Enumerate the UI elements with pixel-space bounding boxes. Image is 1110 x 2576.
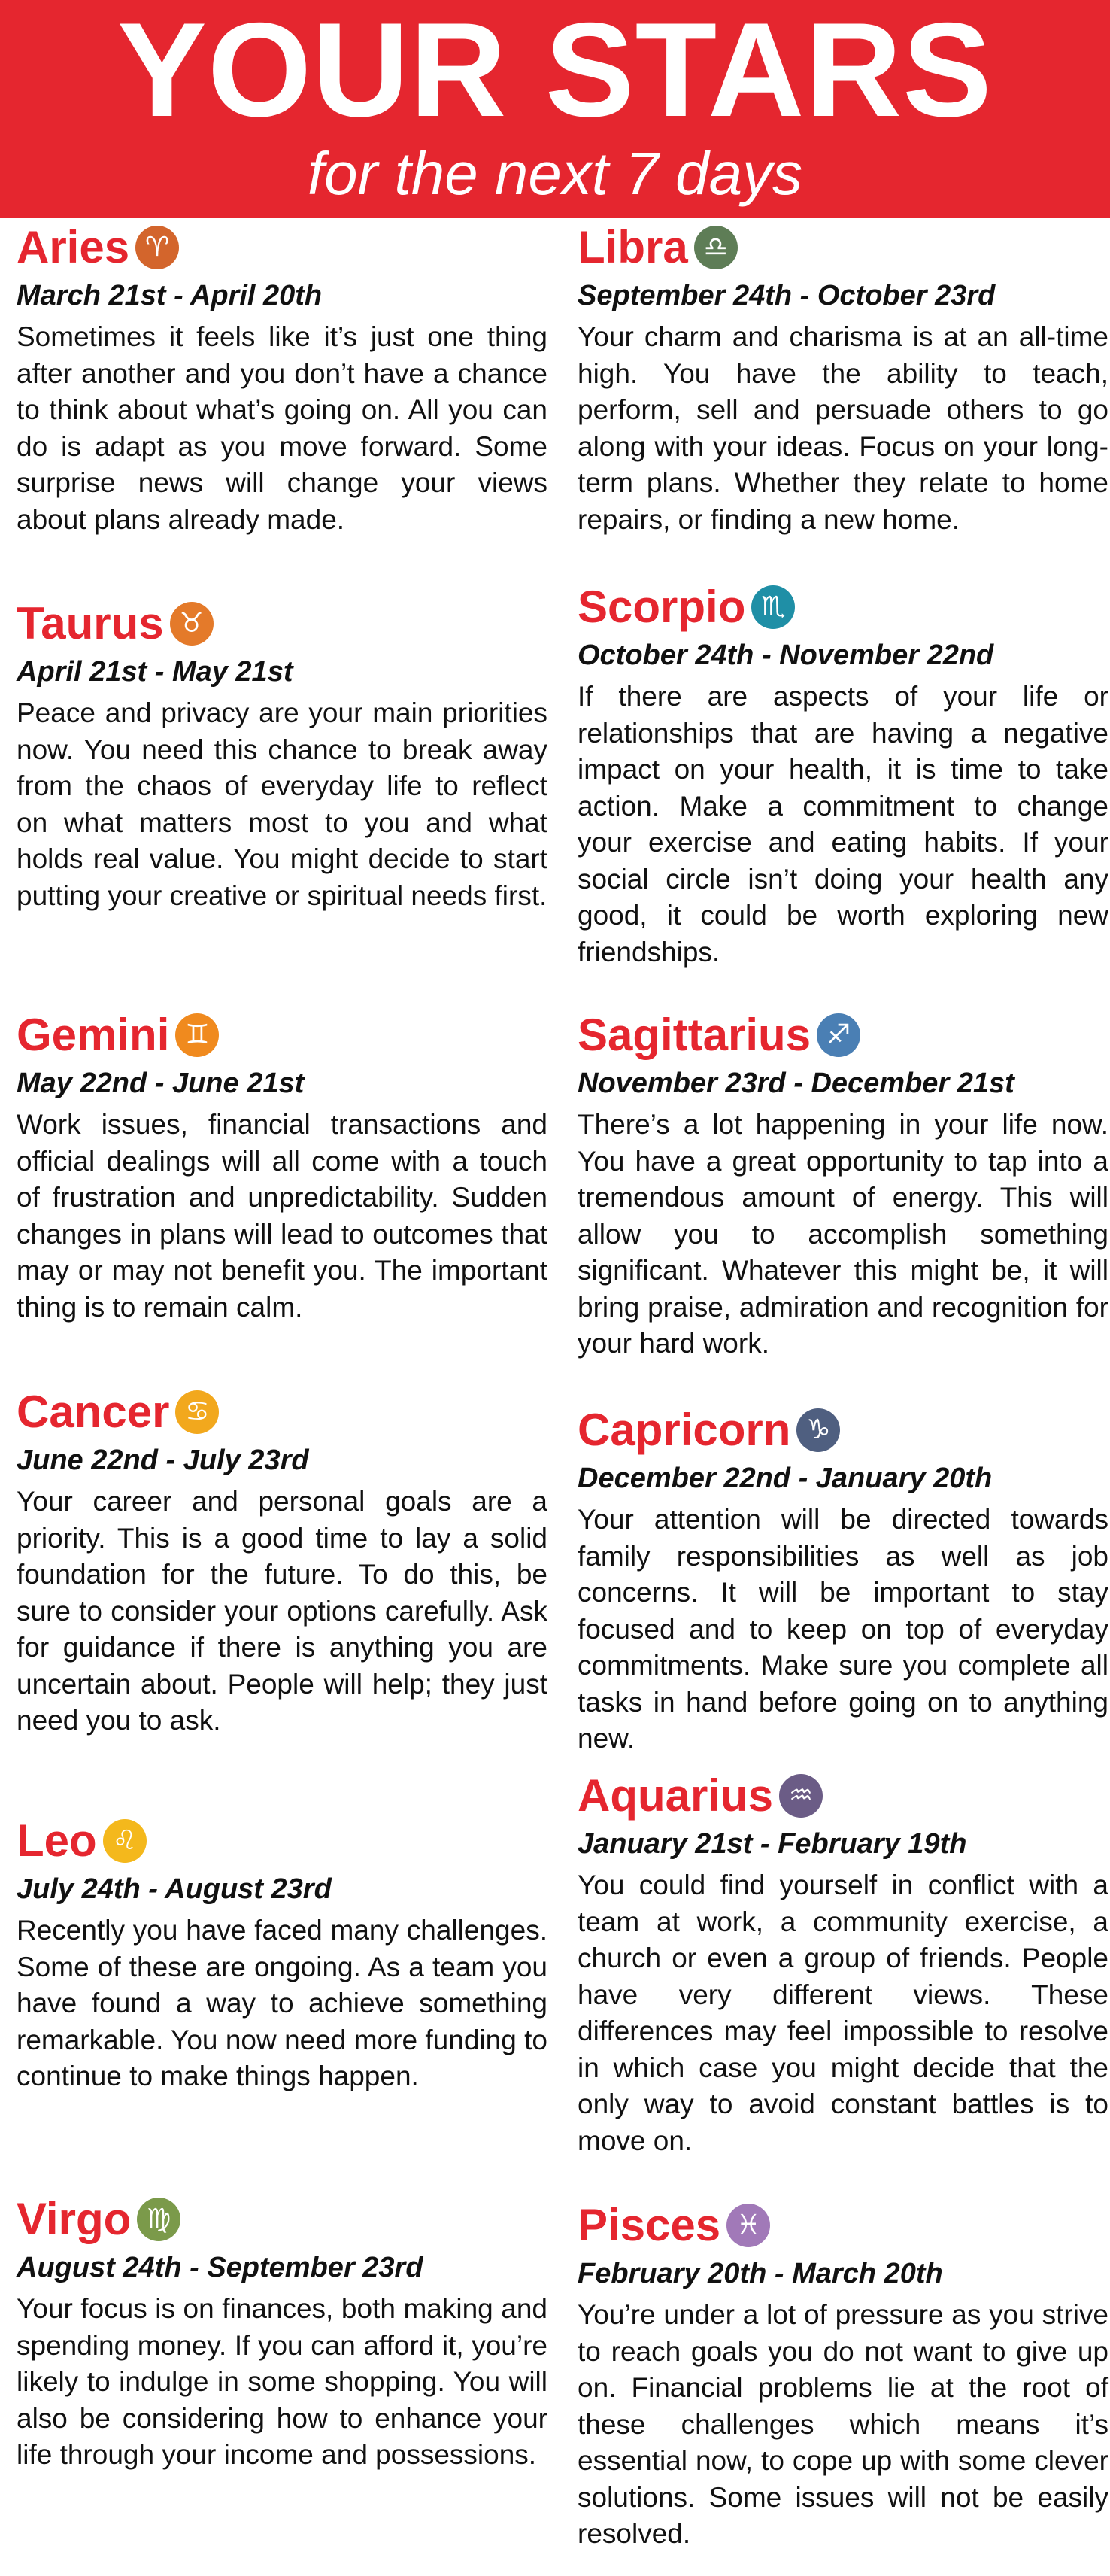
sign-name: Virgo [17, 2194, 132, 2244]
sign-text: Work issues, financial transactions and official dealings will all come with a touch of frustration and unpredictability. Sudden changes in plans will lead to outcomes that may or may not benefit you. The important thing is to remain calm. [17, 1109, 547, 1323]
page-subtitle: for the next 7 days [307, 140, 803, 207]
libra-icon: ♎︎ [694, 226, 738, 269]
capricorn-icon: ♑︎ [796, 1408, 840, 1452]
aquarius-icon: ♒︎ [779, 1774, 823, 1818]
sign-text: Your focus is on finances, both making and spending money. If you can afford it, you’re likely to indulge in some shopping. You will also be considering how to enhance your life through your income and possessions. [17, 2293, 547, 2470]
sign-text: There’s a lot happening in your life now. You have a great opportunity to tap into a tremendous amount of energy. This will allow you to accomplish something significant. Whatever this might be, it will bring praise, admiration and recognition for your hard work. [578, 1109, 1108, 1359]
sagittarius-icon: ♐︎ [817, 1013, 860, 1057]
sign-text: Peace and privacy are your main priorities now. You need this chance to break away from the chaos of everyday life to reflect on what matters most to you and what holds real value. You might decide to start putting your creative or spiritual needs first. [17, 697, 547, 911]
sign-gemini [17, 1006, 547, 1326]
sign-dates: November 23rd - December 21st [578, 1068, 1014, 1099]
sign-scorpio [578, 578, 1108, 971]
sign-dates: July 24th - August 23rd [17, 1873, 332, 1905]
sign-text: Recently you have faced many challenges. Some of these are ongoing. As a team you have found a way to achieve something remarkable. You now need more funding to continue to make things happen. [17, 1915, 547, 2091]
pisces-icon: ♓︎ [726, 2204, 770, 2247]
taurus-icon: ♉︎ [170, 602, 214, 646]
sign-text: Sometimes it feels like it’s just one thing after another and you don’t have a chance to think about what’s going on. All you can do is adapt as you move forward. Some surprise news will change your views about plans already made. [17, 321, 547, 535]
sign-aquarius [578, 1766, 1108, 2159]
scorpio-icon: ♏︎ [751, 585, 795, 629]
sign-pisces [578, 2196, 1108, 2553]
sign-text: Your career and personal goals are a priority. This is a good time to lay a solid foundation for the future. To do this, be sure to consider your options carefully. Ask for guidance if there is anything you are uncertain about. People will help; they just need you to ask. [17, 1486, 547, 1736]
sign-name: Libra [578, 222, 688, 272]
sign-name: Scorpio [578, 582, 746, 632]
sign-name: Taurus [17, 598, 164, 649]
sign-text: You could find yourself in conflict with a team at work, a community exercise, a church or even a group of friends. People have very different views. These differences may feel impossible to resolve in which case you might decide that the only way to avoid constant battles is to move on. [578, 1870, 1108, 2156]
sign-text: Your charm and charisma is at an all-time high. You have the ability to teach, perform, sell and persuade others to go along with your ideas. Focus on your long-term plans. Whether they relate to home repairs, or finding a new home. [578, 321, 1108, 535]
virgo-icon: ♍︎ [137, 2198, 180, 2241]
sign-libra [578, 218, 1108, 538]
sign-dates: May 22nd - June 21st [17, 1068, 305, 1099]
sign-name: Gemini [17, 1010, 170, 1060]
sign-text: If there are aspects of your life or relationships that are having a negative impact on your health, it is time to take action. Make a commitment to change your exercise and eating habits. If your social circle isn’t doing your health any good, it could be worth exploring new friendships. [578, 681, 1108, 968]
sign-dates: December 22nd - January 20th [578, 1463, 993, 1494]
sign-leo [17, 1812, 547, 2095]
sign-text: Your attention will be directed towards family responsibilities as well as job concerns. It will be important to stay focused and to keep on top of everyday commitments. Make sure you complete all tasks in hand before going on to anything new. [578, 1504, 1108, 1754]
sign-sagittarius [578, 1006, 1108, 1362]
sign-name: Aries [17, 222, 130, 272]
sign-name: Sagittarius [578, 1010, 811, 1060]
sign-dates: August 24th - September 23rd [17, 2252, 423, 2283]
sign-dates: June 22nd - July 23rd [17, 1444, 309, 1476]
sign-cancer [17, 1383, 547, 1739]
sign-dates: March 21st - April 20th [17, 280, 323, 311]
page-title: YOUR STARS [117, 0, 993, 144]
sign-virgo [17, 2190, 547, 2474]
sign-aries [17, 218, 547, 538]
gemini-icon: ♊︎ [175, 1013, 219, 1057]
sign-name: Aquarius [578, 1770, 774, 1821]
sign-name: Leo [17, 1815, 97, 1866]
sign-dates: October 24th - November 22nd [578, 639, 994, 671]
sign-name: Cancer [17, 1387, 170, 1437]
sign-dates: February 20th - March 20th [578, 2258, 943, 2289]
sign-dates: April 21st - May 21st [17, 656, 293, 688]
sign-dates: September 24th - October 23rd [578, 280, 996, 311]
page-header [0, 0, 1110, 218]
sign-name: Pisces [578, 2200, 721, 2250]
sign-taurus [17, 594, 547, 914]
sign-capricorn [578, 1401, 1108, 1757]
sign-name: Capricorn [578, 1405, 791, 1455]
leo-icon: ♌︎ [103, 1819, 147, 1863]
cancer-icon: ♋︎ [175, 1390, 219, 1434]
aries-icon: ♈︎ [135, 226, 179, 269]
sign-text: You’re under a lot of pressure as you strive to reach goals you do not want to give up on. Financial problems lie at the root of these challenges which means it’s essential now, to cope up with some clever solutions. Some issues will not be easily resolved. [578, 2299, 1108, 2549]
sign-dates: January 21st - February 19th [578, 1828, 967, 1860]
